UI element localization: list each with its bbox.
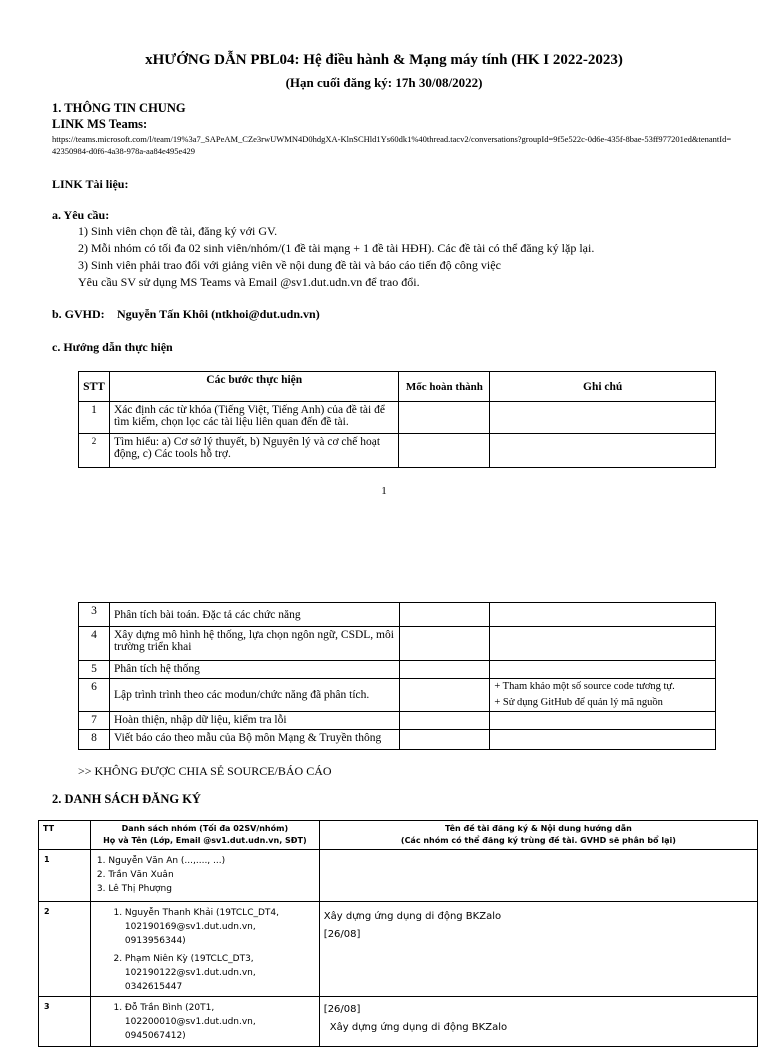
table-row [39, 997, 758, 1047]
table-row [79, 712, 716, 730]
header-group-line1: Danh sách nhóm (Tối đa 02SV/nhóm) [121, 824, 289, 833]
topic-date: [26/08] [323, 1004, 361, 1015]
requirements-heading: a. Yêu cầu: [52, 208, 110, 222]
document-title: xHƯỚNG DẪN PBL04: Hệ điều hành & Mạng máy tính (HK I 2022-2023) [145, 52, 623, 68]
member: 1. Đỗ Trần Bình (20T1, 102200010@sv1.dut.udn.vn, 0945067412) [125, 1001, 315, 1043]
member: 1. Nguyễn Thanh Khải (19TCLC_DT4, 102190169@sv1.dut.udn.vn, 0913956344) [125, 906, 315, 948]
row-stt: 8 [79, 730, 110, 750]
teams-link-label: LINK MS Teams: [52, 117, 148, 131]
row-note [490, 661, 716, 679]
table-row [79, 730, 716, 750]
table-row [79, 627, 716, 661]
row-note [490, 402, 716, 434]
row-stt: 6 [79, 679, 110, 712]
member: 1. Nguyễn Văn An (...,...., ...) [96, 856, 226, 866]
row-deadline [399, 679, 490, 712]
row-step: Tìm hiểu: a) Cơ sở lý thuyết, b) Nguyên lý và cơ chế hoạt động, c) Các tools hỗ trợ. [109, 434, 399, 468]
row-step: Phân tích hệ thống [109, 661, 399, 679]
row-stt: 2 [79, 434, 110, 468]
requirement-item: 2) Mỗi nhóm có tối đa 02 sinh viên/nhóm/(1 đề tài mạng + 1 đề tài HĐH). Các đề tài có thể đăng ký lặp lại. [78, 241, 595, 255]
members-cell [90, 902, 319, 997]
registration-table [38, 820, 758, 1047]
member: 2. Phạm Niên Kỳ (19TCLC_DT3, 102190122@sv1.dut.udn.vn, 0342615447 [125, 952, 315, 994]
row-stt: 1 [79, 402, 110, 434]
header-group-line2: Họ và Tên (Lớp, Email @sv1.dut.udn.vn, SĐT) [103, 836, 307, 845]
members-cell [90, 850, 319, 902]
guide-heading: c. Hướng dẫn thực hiện [52, 340, 173, 354]
topic-cell [319, 850, 757, 902]
page-number: 1 [381, 485, 387, 497]
no-sharing-warning: >> KHÔNG ĐƯỢC CHIA SẺ SOURCE/BÁO CÁO [78, 764, 332, 778]
header-topic-line2: (Các nhóm có thể đăng ký trùng đề tài. GVHD sẽ phân bổ lại) [400, 836, 676, 845]
row-tt: 1 [39, 850, 91, 902]
row-stt: 5 [79, 661, 110, 679]
topic-cell [319, 997, 757, 1047]
member-list [95, 906, 315, 994]
teams-link-url[interactable]: https://teams.microsoft.com/l/team/19%3a7_SAPeAM_CZe3rwUWMN4D0hdgXA-KlnSCHld1Ys60dk1%40thread.tacv2/conversations?groupId=9f5e522c-0d6e-435f-8bae-53ff977201ed&tenantId=42350984-d0f6-4a38-978a-aa84e495e429 [52, 134, 732, 156]
member: 2. Trần Văn Xuân [96, 870, 174, 880]
member-name: Nguyễn Văn An (...,...., ...) [108, 856, 226, 866]
row-deadline [399, 712, 490, 730]
member-list [95, 1001, 315, 1043]
row-deadline [399, 402, 490, 434]
table-row [79, 402, 716, 434]
row-stt: 7 [79, 712, 110, 730]
header-note: Ghi chú [490, 372, 716, 402]
gvhd-label: b. GVHD: [52, 307, 105, 321]
row-note [490, 434, 716, 468]
table-row [79, 661, 716, 679]
header-topic [319, 821, 757, 850]
steps-table-page1 [78, 371, 716, 468]
header-group [90, 821, 319, 850]
row-deadline [399, 603, 490, 627]
row-note: + Tham khảo một số source code tương tự. + Sử dụng GitHub để quản lý mã nguồn [490, 679, 716, 712]
requirement-item: 1) Sinh viên chọn đề tài, đăng ký với GV. [78, 224, 278, 238]
row-note [490, 730, 716, 750]
row-deadline [399, 434, 490, 468]
requirement-item: Yêu cầu SV sử dụng MS Teams và Email @sv1.dut.udn.vn để trao đổi. [78, 275, 420, 289]
members-cell [90, 997, 319, 1047]
section1-heading: 1. THÔNG TIN CHUNG [52, 101, 186, 115]
member: 3. Lê Thị Phượng [96, 884, 172, 894]
row-step: Hoàn thiện, nhập dữ liệu, kiểm tra lỗi [109, 712, 399, 730]
header-stt: STT [79, 372, 110, 402]
member-name: Trần Văn Xuân [108, 870, 174, 880]
table-row [79, 434, 716, 468]
row-step: Phân tích bài toán. Đặc tả các chức năng [109, 603, 399, 627]
topic-cell [319, 902, 757, 997]
table-row [39, 902, 758, 997]
gvhd-name: Nguyễn Tấn Khôi (ntkhoi@dut.udn.vn) [117, 307, 320, 321]
requirement-item: 3) Sinh viên phải trao đổi với giảng viên về nội dung đề tài và báo cáo tiến độ công việc [78, 258, 501, 272]
section2-heading: 2. DANH SÁCH ĐĂNG KÝ [52, 792, 201, 806]
row-deadline [399, 730, 490, 750]
header-deadline: Mốc hoàn thành [399, 372, 490, 402]
doc-link-label: LINK Tài liệu: [52, 177, 129, 191]
row-stt: 3 [79, 603, 110, 627]
row-tt: 3 [39, 997, 91, 1047]
header-tt: TT [39, 821, 91, 850]
row-note [490, 603, 716, 627]
row-note [490, 712, 716, 730]
table-row [79, 679, 716, 712]
topic-title: Xây dựng ứng dụng di động BKZalo [323, 911, 502, 922]
row-deadline [399, 661, 490, 679]
table-row [79, 603, 716, 627]
topic-date: [26/08] [323, 929, 361, 940]
row-step: Xác định các từ khóa (Tiếng Việt, Tiếng Anh) của đề tài để tìm kiếm, chọn lọc các tài liệu liên quan đến đề tài. [109, 402, 399, 434]
row-stt: 4 [79, 627, 110, 661]
row-step: Xây dựng mô hình hệ thống, lựa chọn ngôn ngữ, CSDL, môi trường triển khai [109, 627, 399, 661]
header-step: Các bước thực hiện [109, 372, 399, 402]
document-subtitle: (Hạn cuối đăng ký: 17h 30/08/2022) [285, 75, 483, 90]
row-step: Lập trình trình theo các modun/chức năng đã phân tích. [109, 679, 399, 712]
row-step: Viết báo cáo theo mẫu của Bộ môn Mạng & Truyền thông [109, 730, 399, 750]
topic-title: Xây dựng ứng dụng di động BKZalo [329, 1022, 508, 1033]
steps-table-page2 [78, 602, 716, 750]
table-row [39, 850, 758, 902]
row-tt: 2 [39, 902, 91, 997]
row-deadline [399, 627, 490, 661]
row-note [490, 627, 716, 661]
header-topic-line1: Tên đề tài đăng ký & Nội dung hướng dẫn [444, 824, 632, 833]
member-name: Lê Thị Phượng [108, 884, 172, 894]
